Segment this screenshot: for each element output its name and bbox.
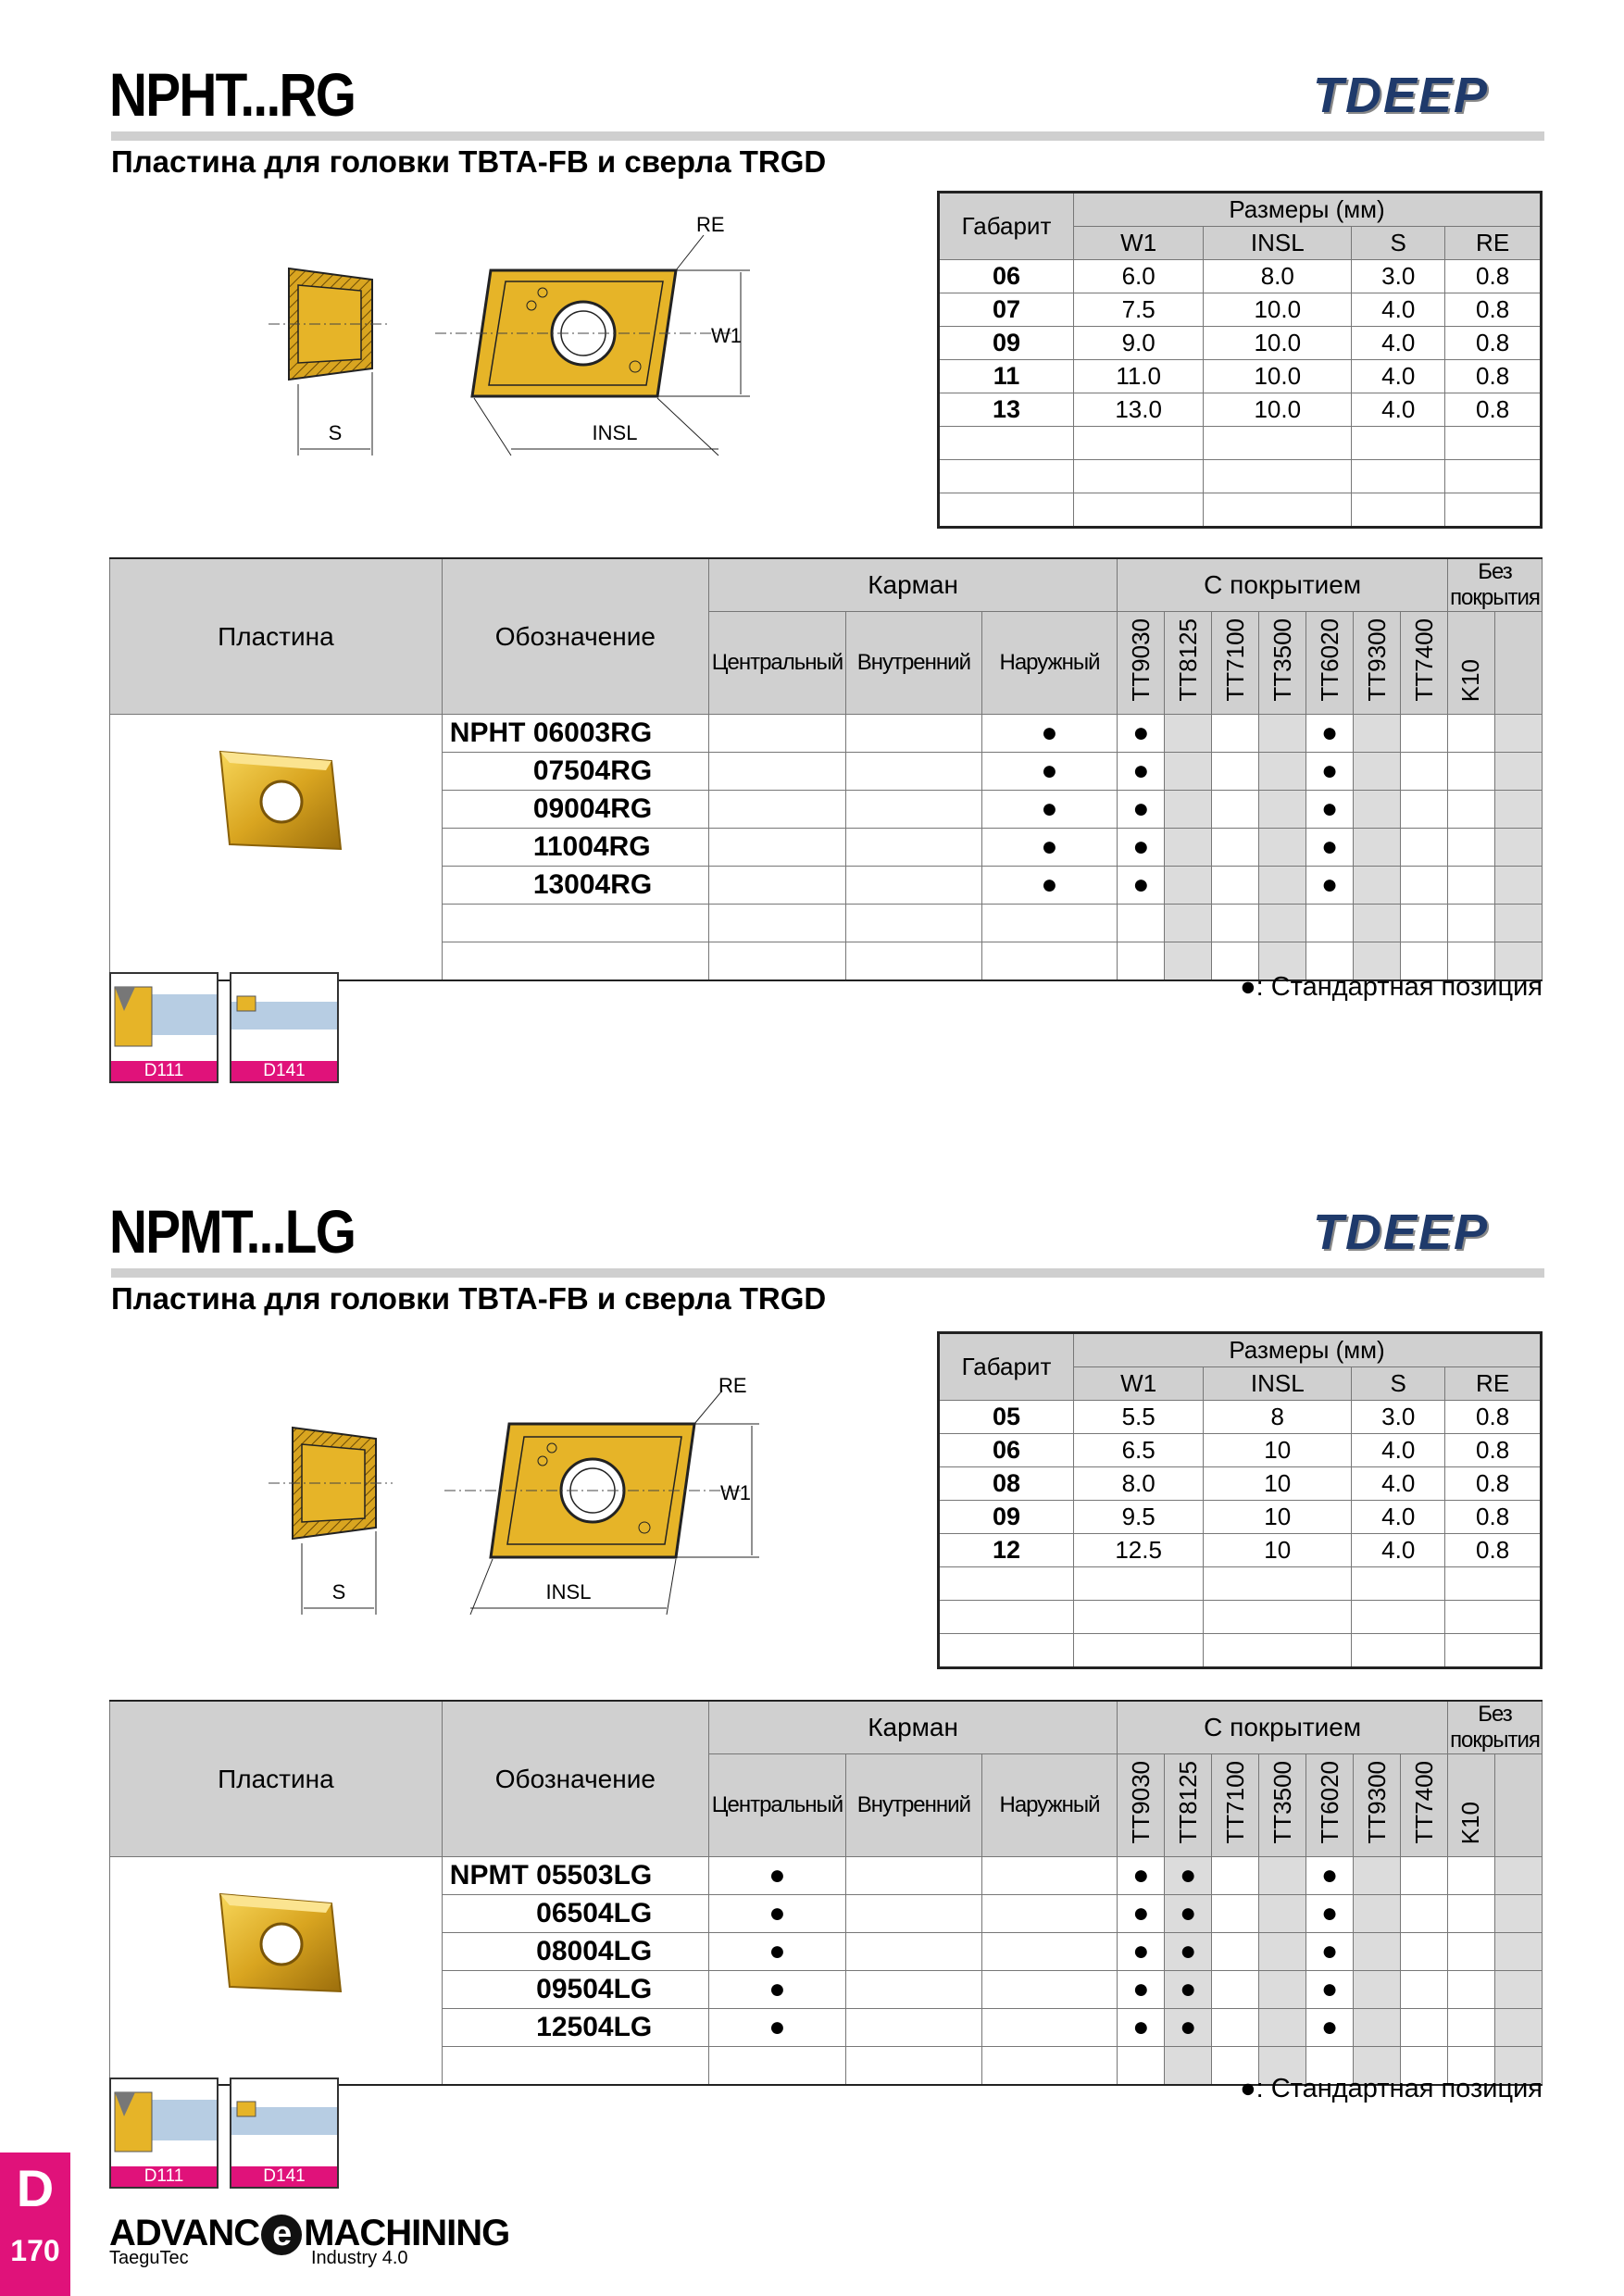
availability-cell: ● (1118, 1933, 1165, 1971)
pocket-col-header: Наружный (981, 1754, 1118, 1857)
availability-cell (708, 791, 845, 829)
dims-cell: 5.5 (1074, 1401, 1204, 1434)
grade-col-header: TT9030 (1118, 1754, 1165, 1857)
availability-cell: ● (1306, 829, 1354, 867)
availability-cell (1354, 1971, 1401, 2009)
dims-cell: 11 (939, 360, 1074, 393)
svg-text:RE: RE (718, 1374, 747, 1397)
grade-col-header: TT7100 (1212, 612, 1259, 715)
availability-cell: ● (1306, 1971, 1354, 2009)
product-code-value: 11004RG (532, 831, 651, 862)
availability-cell (1259, 791, 1306, 829)
section-2-divider (111, 1268, 1544, 1278)
grade-col-filler (1494, 612, 1542, 715)
availability-cell: ● (708, 1895, 845, 1933)
drawing-label-s: S (328, 421, 343, 444)
availability-cell: ● (981, 829, 1118, 867)
section-1-insert-drawing (269, 213, 787, 463)
availability-cell (1212, 2009, 1259, 2047)
dims-body (939, 1401, 1542, 1668)
pocket-col-header: Внутренний (846, 1754, 982, 1857)
product-code (442, 791, 708, 829)
dims-cell: 0.8 (1445, 1467, 1542, 1501)
grid-body (110, 558, 1543, 980)
availability-cell: ● (1306, 791, 1354, 829)
grade-col-filler (1494, 1754, 1542, 1857)
availability-cell (1259, 829, 1306, 867)
availability-cell: ● (1306, 753, 1354, 791)
dims-cell: 0.8 (1445, 327, 1542, 360)
product-code-value: 06003RG (532, 718, 653, 748)
filler-cell (1494, 753, 1542, 791)
insert-photo (193, 1876, 359, 2015)
dims-cell: 0.8 (1445, 1534, 1542, 1567)
coated-group-header: С покрытием (1118, 1701, 1448, 1754)
grade-col-header: TT7100 (1212, 1754, 1259, 1857)
availability-cell (1447, 2009, 1494, 2047)
availability-cell: ● (1165, 1895, 1212, 1933)
col-insert-header: Пластина (110, 558, 443, 715)
dims-body (939, 260, 1542, 528)
insert-image-cell (110, 715, 443, 981)
dims-row (939, 1501, 1542, 1534)
availability-cell (1401, 1971, 1448, 2009)
availability-cell (981, 2009, 1118, 2047)
availability-cell (846, 1933, 982, 1971)
grade-col-header: K10 (1447, 1754, 1494, 1857)
product-prefix: NPMT (449, 1860, 529, 1890)
dims-cell: 0.8 (1445, 393, 1542, 427)
pocket-col-header: Внутренний (846, 612, 982, 715)
dims-cell: 4.0 (1352, 1501, 1445, 1534)
product-code-value: 09504LG (536, 1974, 653, 2004)
availability-cell (708, 829, 845, 867)
availability-cell (1259, 1933, 1306, 1971)
availability-cell (1354, 829, 1401, 867)
product-code-value: 13004RG (532, 869, 653, 900)
grid-body (110, 1701, 1543, 2085)
dims-cell: 8 (1204, 1401, 1352, 1434)
drawing-label-insl: INSL (592, 421, 638, 444)
drill-head-icon (111, 974, 217, 1061)
availability-cell: ● (1165, 2009, 1212, 2047)
availability-cell: ● (1306, 867, 1354, 905)
availability-cell (1165, 829, 1212, 867)
product-code (442, 715, 708, 753)
filler-cell (1494, 2009, 1542, 2047)
availability-cell: ● (981, 753, 1118, 791)
section-2-subtitle: Пластина для головки TBTA-FB и сверла TRGD (111, 1281, 827, 1316)
filler-cell (1494, 829, 1542, 867)
dims-cell: 06 (939, 1434, 1074, 1467)
dims-cell: 9.5 (1074, 1501, 1204, 1534)
availability-cell: ● (981, 791, 1118, 829)
availability-cell: ● (981, 867, 1118, 905)
uncoated-group-header: Без покрытия (1447, 558, 1542, 612)
tool-icon-d111[interactable]: D111 (109, 972, 219, 1083)
availability-cell (1447, 1895, 1494, 1933)
svg-text:W1: W1 (720, 1481, 751, 1504)
product-code (442, 2009, 708, 2047)
insert-photo (193, 733, 359, 872)
dims-empty-row (939, 1567, 1542, 1601)
availability-cell: ● (1118, 867, 1165, 905)
dims-cell: 4.0 (1352, 293, 1445, 327)
dims-cell: 07 (939, 293, 1074, 327)
availability-cell (1165, 791, 1212, 829)
dims-cell: 08 (939, 1467, 1074, 1501)
dims-cell: 0.8 (1445, 1434, 1542, 1467)
availability-cell: ● (1118, 829, 1165, 867)
availability-cell (1354, 791, 1401, 829)
availability-cell (1165, 867, 1212, 905)
availability-cell (708, 867, 845, 905)
availability-cell (1354, 1857, 1401, 1895)
dims-cell: 4.0 (1352, 1467, 1445, 1501)
section-2-product-table (109, 1700, 1543, 2086)
dims-cell: 11.0 (1074, 360, 1204, 393)
grade-col-header: K10 (1447, 612, 1494, 715)
grade-col-header: TT3500 (1259, 1754, 1306, 1857)
availability-cell (1401, 2009, 1448, 2047)
filler-cell (1494, 1971, 1542, 2009)
availability-cell: ● (1118, 2009, 1165, 2047)
dims-cell: 3.0 (1352, 260, 1445, 293)
availability-cell (1447, 867, 1494, 905)
availability-cell (1401, 791, 1448, 829)
availability-cell (1401, 715, 1448, 753)
grade-col-header: TT9300 (1354, 612, 1401, 715)
col-insert-header: Пластина (110, 1701, 443, 1857)
availability-cell: ● (1118, 753, 1165, 791)
availability-cell (1354, 2009, 1401, 2047)
dims-cell: 10 (1204, 1534, 1352, 1567)
availability-cell (1401, 829, 1448, 867)
section-2-dims-table: Габарит Размеры (мм) W1 INSL S RE 05 5.5 8 3.0 0.8 06 6.5 10 4.0 0.8 08 8.0 10 4.0 0.8 09 9.5 10 4.0 0.8 12 12.5 10 4.0 0.8 (937, 1331, 1543, 1669)
availability-cell (1212, 1857, 1259, 1895)
availability-cell (1447, 829, 1494, 867)
dims-cell: 9.0 (1074, 327, 1204, 360)
dims-cell: 06 (939, 260, 1074, 293)
filler-cell (1494, 867, 1542, 905)
availability-cell: ● (708, 1933, 845, 1971)
availability-cell (1259, 1895, 1306, 1933)
pocket-group-header: Карман (708, 558, 1117, 612)
grade-col-header: TT8125 (1165, 1754, 1212, 1857)
availability-cell: ● (1118, 1971, 1165, 2009)
insert-image-cell (110, 1857, 443, 2086)
availability-cell (1259, 867, 1306, 905)
availability-cell (846, 1857, 982, 1895)
section-1-subtitle: Пластина для головки TBTA-FB и сверла TRGD (111, 144, 827, 179)
availability-cell (981, 1933, 1118, 1971)
availability-cell (1354, 753, 1401, 791)
dims-cell: 6.0 (1074, 260, 1204, 293)
section-letter: D (16, 2159, 55, 2217)
availability-cell (1401, 1895, 1448, 1933)
dims-col: S (1352, 227, 1445, 260)
dims-cell: 12.5 (1074, 1534, 1204, 1567)
dims-cell: 4.0 (1352, 1434, 1445, 1467)
availability-cell (1212, 791, 1259, 829)
availability-cell (1212, 829, 1259, 867)
product-code-value: 05503LG (536, 1860, 653, 1890)
availability-cell (1259, 1857, 1306, 1895)
dims-row (939, 260, 1542, 293)
dims-cell: 12 (939, 1534, 1074, 1567)
dims-cell: 10.0 (1204, 393, 1352, 427)
availability-cell (1447, 1971, 1494, 2009)
availability-cell: ● (708, 1857, 845, 1895)
availability-cell (1354, 715, 1401, 753)
availability-cell (981, 1971, 1118, 2009)
dims-empty-row (939, 427, 1542, 460)
dims-cell: 0.8 (1445, 1501, 1542, 1534)
product-code (442, 1933, 708, 1971)
dims-cell: 4.0 (1352, 1534, 1445, 1567)
dims-cell: 10.0 (1204, 360, 1352, 393)
availability-cell (846, 2009, 982, 2047)
drawing-label-re: RE (696, 213, 725, 236)
dims-col: RE (1445, 227, 1542, 260)
dims-col: INSL (1204, 227, 1352, 260)
dims-cell: 13 (939, 393, 1074, 427)
dims-cell: 4.0 (1352, 393, 1445, 427)
availability-cell (1401, 753, 1448, 791)
availability-cell: ● (1165, 1933, 1212, 1971)
dims-row (939, 393, 1542, 427)
product-prefix: NPHT (449, 718, 526, 748)
product-code-value: 09004RG (532, 793, 653, 824)
availability-cell: ● (1306, 1895, 1354, 1933)
section-2-insert-drawing (269, 1372, 787, 1622)
dims-col: W1 (1074, 227, 1204, 260)
dims-cell: 4.0 (1352, 327, 1445, 360)
availability-cell (846, 829, 982, 867)
brand-company: TaeguTec (109, 2248, 189, 2268)
dims-row (939, 293, 1542, 327)
section-2-legend: ●: Стандартная позиция (1240, 2074, 1543, 2103)
dims-group: Размеры (мм) (1074, 193, 1542, 227)
availability-cell (846, 715, 982, 753)
availability-cell (1401, 1933, 1448, 1971)
svg-text:S: S (331, 1580, 346, 1603)
dims-row (939, 1467, 1542, 1501)
dims-empty-row (939, 493, 1542, 528)
availability-cell: ● (1118, 791, 1165, 829)
section-1-title: NPHT...RG (109, 60, 356, 129)
dims-col-size: Габарит (939, 193, 1074, 260)
availability-cell (1401, 867, 1448, 905)
drawing-label-w1: W1 (711, 324, 742, 347)
grade-col-header: TT6020 (1306, 612, 1354, 715)
page-number: 170 (10, 2234, 60, 2267)
availability-cell (1259, 715, 1306, 753)
dims-cell: 09 (939, 327, 1074, 360)
dims-cell: 0.8 (1445, 293, 1542, 327)
availability-cell (1259, 753, 1306, 791)
availability-cell (1354, 1895, 1401, 1933)
grade-col-header: TT9300 (1354, 1754, 1401, 1857)
availability-cell (1165, 715, 1212, 753)
dims-empty-row (939, 1634, 1542, 1668)
grade-col-header: TT3500 (1259, 612, 1306, 715)
availability-cell: ● (1306, 1933, 1354, 1971)
availability-cell (846, 1895, 982, 1933)
dims-row (939, 327, 1542, 360)
availability-cell (1259, 2009, 1306, 2047)
uncoated-group-header: Без покрытия (1447, 1701, 1542, 1754)
dims-empty-row (939, 460, 1542, 493)
product-row (110, 1857, 1543, 1895)
filler-cell (1494, 715, 1542, 753)
dims-cell: 10 (1204, 1434, 1352, 1467)
product-code (442, 1857, 708, 1895)
pocket-col-header: Центральный (708, 612, 845, 715)
dims-cell: 10.0 (1204, 327, 1352, 360)
section-1-legend: ●: Стандартная позиция (1240, 972, 1543, 1002)
availability-cell (1354, 1933, 1401, 1971)
availability-cell: ● (1165, 1971, 1212, 2009)
filler-cell (1494, 1933, 1542, 1971)
filler-cell (1494, 1895, 1542, 1933)
availability-cell (981, 1895, 1118, 1933)
availability-cell: ● (1118, 715, 1165, 753)
product-code (442, 1895, 708, 1933)
section-1-divider (111, 131, 1544, 141)
availability-cell (1447, 753, 1494, 791)
dims-cell: 6.5 (1074, 1434, 1204, 1467)
availability-cell: ● (1306, 2009, 1354, 2047)
brand-logo: ADVANC e MACHINING (109, 2213, 510, 2253)
product-code (442, 1971, 708, 2009)
availability-cell (1354, 867, 1401, 905)
availability-cell (846, 1971, 982, 2009)
section-2-title: NPMT...LG (109, 1197, 356, 1266)
dims-cell: 0.8 (1445, 360, 1542, 393)
product-code-value: 08004LG (536, 1936, 653, 1966)
tool-icon-d141[interactable]: D141 (230, 2078, 339, 2189)
product-code (442, 829, 708, 867)
pocket-group-header: Карман (708, 1701, 1117, 1754)
dims-cell: 10 (1204, 1467, 1352, 1501)
dims-empty-row (939, 1601, 1542, 1634)
availability-cell (1447, 791, 1494, 829)
grade-col-header: TT7400 (1401, 1754, 1448, 1857)
pocket-col-header: Наружный (981, 612, 1118, 715)
availability-cell: ● (1118, 1895, 1165, 1933)
filler-cell (1494, 1857, 1542, 1895)
product-code-value: 06504LG (536, 1898, 653, 1928)
availability-cell: ● (1165, 1857, 1212, 1895)
availability-cell (1212, 753, 1259, 791)
dims-cell: 10.0 (1204, 293, 1352, 327)
availability-cell (1212, 1895, 1259, 1933)
availability-cell (1447, 1857, 1494, 1895)
availability-cell (1401, 1857, 1448, 1895)
availability-cell (1447, 715, 1494, 753)
availability-cell: ● (981, 715, 1118, 753)
availability-cell (708, 753, 845, 791)
col-code-header: Обозначение (442, 1701, 708, 1857)
availability-cell: ● (1118, 1857, 1165, 1895)
dims-cell: 3.0 (1352, 1401, 1445, 1434)
dims-row (939, 360, 1542, 393)
product-code (442, 867, 708, 905)
dims-row (939, 1534, 1542, 1567)
dims-cell: 0.8 (1445, 1401, 1542, 1434)
availability-cell (846, 791, 982, 829)
availability-cell (846, 753, 982, 791)
dims-row (939, 1401, 1542, 1434)
brand-tagline: Industry 4.0 (311, 2248, 408, 2268)
availability-cell (1165, 753, 1212, 791)
coated-group-header: С покрытием (1118, 558, 1448, 612)
dims-cell: 8.0 (1074, 1467, 1204, 1501)
availability-cell: ● (1306, 1857, 1354, 1895)
dims-cell: 0.8 (1445, 260, 1542, 293)
filler-cell (1494, 791, 1542, 829)
grade-col-header: TT6020 (1306, 1754, 1354, 1857)
tool-icon-d111[interactable]: D111 (109, 2078, 219, 2189)
product-code-value: 12504LG (536, 2012, 653, 2042)
tool-icon-d141[interactable]: D141 (230, 972, 339, 1083)
product-code-value: 07504RG (532, 755, 653, 786)
availability-cell: ● (708, 1971, 845, 2009)
drill-head-icon (111, 2079, 217, 2166)
dims-cell: 7.5 (1074, 293, 1204, 327)
grade-col-header: TT9030 (1118, 612, 1165, 715)
section-1-dims-table (937, 191, 1543, 529)
boring-bar-icon (231, 2079, 337, 2166)
tdeep-logo: TDEEP (1313, 68, 1490, 123)
product-row (110, 715, 1543, 753)
dims-cell: 4.0 (1352, 360, 1445, 393)
col-code-header: Обозначение (442, 558, 708, 715)
dims-cell: 09 (939, 1501, 1074, 1534)
availability-cell (1212, 715, 1259, 753)
availability-cell (1212, 1971, 1259, 2009)
product-code (442, 753, 708, 791)
availability-cell: ● (708, 2009, 845, 2047)
boring-bar-icon (231, 974, 337, 1061)
dims-row (939, 1434, 1542, 1467)
dims-cell: 13.0 (1074, 393, 1204, 427)
pocket-col-header: Центральный (708, 1754, 845, 1857)
availability-cell (981, 1857, 1118, 1895)
availability-cell (1259, 1971, 1306, 2009)
availability-cell (1212, 1933, 1259, 1971)
section-1-product-table (109, 557, 1543, 981)
tdeep-logo: TDEEP (1313, 1204, 1490, 1260)
availability-cell (1447, 1933, 1494, 1971)
dims-cell: 10 (1204, 1501, 1352, 1534)
availability-cell (846, 867, 982, 905)
svg-text:INSL: INSL (545, 1580, 592, 1603)
availability-cell (708, 715, 845, 753)
dims-cell: 8.0 (1204, 260, 1352, 293)
availability-cell: ● (1306, 715, 1354, 753)
grade-col-header: TT7400 (1401, 612, 1448, 715)
section-tab (0, 2152, 70, 2296)
availability-cell (1212, 867, 1259, 905)
grade-col-header: TT8125 (1165, 612, 1212, 715)
dims-cell: 05 (939, 1401, 1074, 1434)
